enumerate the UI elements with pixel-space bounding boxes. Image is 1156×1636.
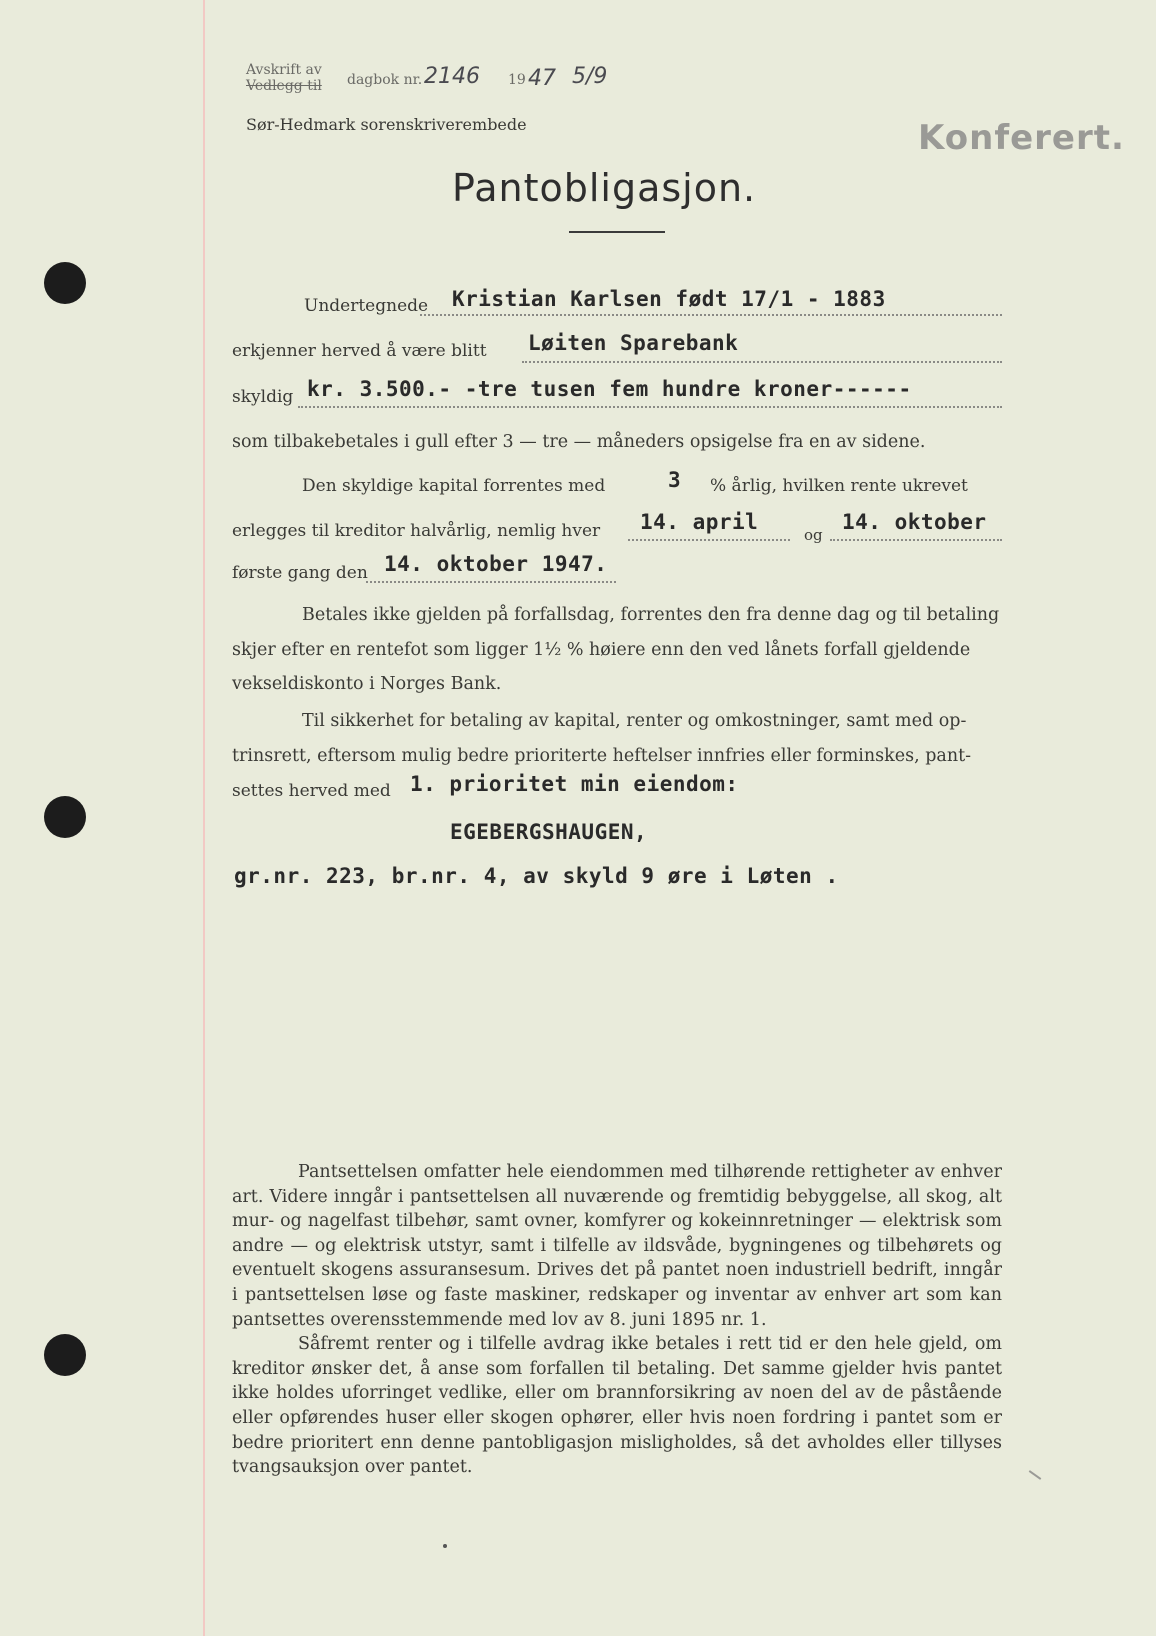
erlegges-label: erlegges til kreditor halvårlig, nemlig hver xyxy=(232,521,601,541)
avskrift-label: Avskrift av xyxy=(246,62,322,78)
property-details: gr.nr. 223, br.nr. 4, av skyld 9 øre i Løten . xyxy=(234,864,839,888)
interest-post-label: % årlig, hvilken rente ukrevet xyxy=(710,476,968,496)
erkjenner-label: erkjenner herved å være blitt xyxy=(232,341,487,361)
payment-date-2: 14. oktober xyxy=(842,510,987,534)
office-name: Sør-Hedmark sorenskriverembede xyxy=(246,115,527,134)
dotted-line xyxy=(298,406,1002,408)
date-handwritten: 5/9 xyxy=(572,64,608,89)
year-handwritten: 47 xyxy=(528,66,556,91)
document-title: Pantobligasjon. xyxy=(452,166,757,210)
property-name: EGEBERGSHAUGEN, xyxy=(450,820,648,844)
dotted-line xyxy=(628,539,790,541)
dagbok-label: dagbok nr. xyxy=(347,72,423,88)
default-terms-line-3: vekseldiskonto i Norges Bank. xyxy=(232,674,502,694)
og-label: og xyxy=(804,526,823,544)
pen-mark xyxy=(1029,1470,1042,1480)
dotted-line xyxy=(420,314,1002,316)
dagbok-number: 2146 xyxy=(424,64,480,89)
undertegnede-value: Kristian Karlsen født 17/1 - 1883 xyxy=(452,287,886,311)
priority-value: 1. prioritet min eiendom: xyxy=(410,772,739,796)
interest-label: Den skyldige kapital forrentes med xyxy=(302,476,606,496)
creditor-value: Løiten Sparebank xyxy=(528,331,739,355)
vedlegg-label: Vedlegg til xyxy=(246,78,322,94)
payment-date-1: 14. april xyxy=(640,510,759,534)
amount-value: kr. 3.500.- -tre tusen fem hundre kroner------ xyxy=(307,377,912,401)
interest-rate-value: 3 xyxy=(668,468,682,492)
default-terms-line-1: Betales ikke gjelden på forfallsdag, forrentes den fra denne dag og til betaling xyxy=(302,605,1000,625)
security-line-2: trinsrett, eftersom mulig bedre prioriterte heftelser innfries eller forminskes, pant- xyxy=(232,746,972,766)
punch-hole xyxy=(44,1334,86,1376)
title-underline xyxy=(569,231,665,233)
acceleration-paragraph: Såfremt renter og i tilfelle avdrag ikke betales i rett tid er den hele gjeld, om kreditor ønsker det, å anse som forfallen til betaling. Det samme gjelder hvis pantet ikke holdes uforringet vedlike, eller om brannforsikring av noen del av de påstående eller opførendes huser eller skogen ophører, eller hvis noen fordring i pantet som er bedre prioritert enn denne pantobligasjon misligholdes, så det avholdes eller tillyses tvangsauksjon over pantet. xyxy=(232,1334,1002,1478)
year-printed: 19 xyxy=(508,72,526,88)
boilerplate-text xyxy=(232,1160,1002,1480)
margin-line xyxy=(203,0,205,1636)
punch-hole xyxy=(44,262,86,304)
first-payment-date: 14. oktober 1947. xyxy=(384,552,608,576)
security-line-1: Til sikkerhet for betaling av kapital, renter og omkostninger, samt med op- xyxy=(302,711,967,731)
dotted-line xyxy=(522,361,1002,363)
dotted-line xyxy=(366,581,616,583)
pledge-scope-paragraph: Pantsettelsen omfatter hele eiendommen med tilhørende rettigheter av enhver art. Videre inngår i pantsettelsen all nuværende og fremtidig bebyggelse, all skog, alt mur- og nagelfast tilbehør, samt ovner, komfyrer og kokeinnretninger — elektrisk som andre — og elektrisk utstyr, samt i tilfelle av ildsvåde, bygningenes og tilbehørets og eventuelt skogens assuransesum. Drives det på pantet noen industriell bedrift, inngår i pantsettelsen løse og faste maskiner, redskaper og inventar av enhver art som kan pantsettes overensstemmende med lov av 8. juni 1895 nr. 1. xyxy=(232,1162,1002,1330)
dotted-line xyxy=(830,539,1002,541)
ink-speck xyxy=(443,1544,447,1548)
skyldig-label: skyldig xyxy=(232,387,294,407)
security-line-3-label: settes herved med xyxy=(232,781,391,801)
forste-gang-label: første gang den xyxy=(232,563,368,583)
punch-hole xyxy=(44,796,86,838)
default-terms-line-2: skjer efter en rentefot som ligger 1½ % høiere enn den ved lånets forfall gjeldende xyxy=(232,640,971,660)
konferert-stamp: Konferert. xyxy=(918,118,1125,158)
repayment-terms: som tilbakebetales i gull efter 3 — tre — måneders opsigelse fra en av sidene. xyxy=(232,432,926,452)
undertegnede-label: Undertegnede xyxy=(304,296,429,316)
